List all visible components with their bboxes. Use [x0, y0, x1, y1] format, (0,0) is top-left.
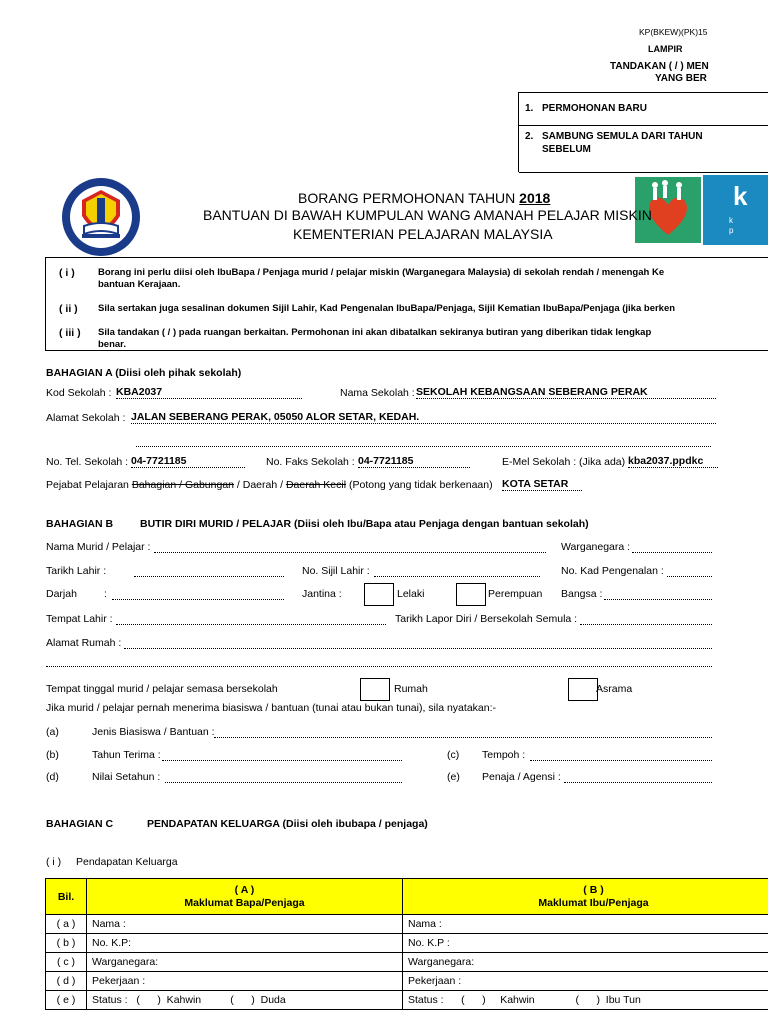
alamat-rumah-label: Alamat Rumah :	[46, 637, 122, 649]
table-header-a-bottom: Maklumat Bapa/Penjaga	[184, 896, 305, 909]
pejabat-prefix: Pejabat Pelajaran	[46, 479, 129, 491]
note-text: Borang ini perlu diisi oleh IbuBapa / Penjaga murid / pelajar miskin (Warganegara Malaysia) di sekolah rendah / menengah Ke	[98, 267, 665, 278]
father-pekerjaan-cell[interactable]: Pekerjaan :	[87, 972, 403, 991]
tel-sekolah-field[interactable]: 04-7721185	[131, 455, 245, 468]
pejabat-mid: / Daerah /	[236, 479, 284, 491]
note-text: Sila tandakan ( / ) pada ruangan berkaitan. Permohonan ini akan dibatalkan sekiranya butiran yang diberikan tidak lengkap	[98, 327, 652, 338]
option-label-renew-1: SAMBUNG SEMULA DARI TAHUN	[542, 131, 703, 142]
father-status-cell[interactable]: Status : ( ) Kahwin ( ) Duda	[87, 991, 403, 1010]
tahun-terima-label: Tahun Terima :	[92, 749, 161, 761]
faks-sekolah-field[interactable]: 04-7721185	[358, 455, 470, 468]
father-kp-cell[interactable]: No. K.P:	[87, 934, 403, 953]
nilai-setahun-field[interactable]	[165, 782, 402, 783]
svg-text:k: k	[729, 216, 733, 225]
kod-sekolah-field[interactable]: KBA2037	[116, 386, 302, 399]
nama-sekolah-field[interactable]: SEKOLAH KEBANGSAAN SEBERANG PERAK	[416, 386, 716, 399]
form-year: 2018	[519, 190, 551, 206]
form-title-line1	[298, 190, 550, 206]
table-row	[46, 972, 768, 991]
tarikh-lahir-label: Tarikh Lahir :	[46, 565, 107, 577]
sijil-lahir-label: No. Sijil Lahir :	[302, 565, 370, 577]
alamat-sekolah-label: Alamat Sekolah :	[46, 412, 126, 424]
tempoh-label: Tempoh :	[482, 749, 526, 761]
tandakan-line1: TANDAKAN ( / ) MEN	[610, 61, 709, 72]
instructions-box	[45, 257, 768, 351]
tempoh-field[interactable]	[530, 760, 712, 761]
nama-murid-field[interactable]	[154, 552, 546, 553]
table-header-bil: Bil.	[46, 879, 87, 915]
form-title-line2: BANTUAN DI BAWAH KUMPULAN WANG AMANAH PELAJAR MISKIN	[203, 207, 652, 223]
lelaki-label: Lelaki	[397, 588, 425, 600]
note-text: benar.	[98, 339, 126, 349]
mother-pekerjaan-cell[interactable]: Pekerjaan :	[403, 972, 768, 991]
note-num: ( i )	[59, 267, 75, 279]
sub-text: Pendapatan Keluarga	[76, 856, 178, 868]
alamat-sekolah-line2[interactable]	[136, 446, 711, 447]
penaja-field[interactable]	[564, 782, 712, 783]
mother-kp-cell[interactable]: No. K.P :	[403, 934, 768, 953]
note-text: bantuan Kerajaan.	[98, 279, 181, 290]
nama-murid-label: Nama Murid / Pelajar :	[46, 541, 151, 553]
pejabat-strike-daerah-kecil: Daerah Kecil	[285, 479, 347, 491]
alamat-rumah-line2[interactable]	[46, 666, 712, 667]
tel-sekolah-label: No. Tel. Sekolah :	[46, 456, 129, 468]
form-title-line3: KEMENTERIAN PELAJARAN MALAYSIA	[293, 226, 553, 242]
item-label: (b)	[46, 749, 59, 761]
kad-pengenalan-field[interactable]	[667, 576, 712, 577]
penaja-label: Penaja / Agensi :	[482, 771, 561, 783]
bangsa-field[interactable]	[604, 599, 712, 600]
father-nama-cell[interactable]: Nama :	[87, 915, 403, 934]
table-header-a-top: ( A )	[234, 883, 255, 896]
emel-sekolah-label: E-Mel Sekolah : (Jika ada)	[502, 456, 626, 468]
item-label: (c)	[447, 749, 460, 761]
section-c-heading: BAHAGIAN C	[46, 818, 114, 830]
tarikh-lahir-field[interactable]	[134, 576, 284, 577]
option-row-new[interactable]	[519, 92, 768, 126]
perempuan-label: Perempuan	[488, 588, 543, 600]
ministry-logo	[60, 176, 142, 258]
tempat-tinggal-label: Tempat tinggal murid / pelajar semasa bersekolah	[46, 683, 278, 695]
section-c-title: PENDAPATAN KELUARGA (Diisi oleh ibubapa / penjaga)	[147, 818, 428, 830]
row-bil: ( c )	[46, 953, 87, 972]
option-num: 1.	[525, 103, 534, 114]
nilai-setahun-label: Nilai Setahun :	[92, 771, 161, 783]
perempuan-checkbox[interactable]	[456, 583, 486, 606]
row-bil: ( a )	[46, 915, 87, 934]
svg-text:k: k	[733, 181, 748, 211]
pejabat-pelajaran-field[interactable]: KOTA SETAR	[502, 478, 582, 491]
alamat-sekolah-field[interactable]: JALAN SEBERANG PERAK, 05050 ALOR SETAR, KEDAH.	[131, 411, 716, 424]
jenis-biasiswa-label: Jenis Biasiswa / Bantuan :	[92, 726, 215, 738]
darjah-field[interactable]	[112, 599, 284, 600]
emel-sekolah-field[interactable]: kba2037.ppdkc	[628, 455, 718, 468]
form-code: KP(BKEW)(PK)15	[639, 27, 708, 37]
alamat-rumah-field[interactable]	[124, 648, 712, 649]
option-row-renew[interactable]	[519, 125, 768, 173]
asrama-label: Asrama	[596, 683, 633, 695]
option-label-renew-2: SEBELUM	[542, 144, 591, 155]
form-title-prefix: BORANG PERMOHONAN TAHUN	[298, 190, 516, 206]
option-label-new: PERMOHONAN BARU	[542, 103, 647, 114]
pejabat-pelajaran-label	[46, 479, 493, 491]
nama-sekolah-label: Nama Sekolah :	[340, 387, 415, 399]
lampiran-label: LAMPIR	[648, 44, 683, 54]
section-b-heading: BAHAGIAN B	[46, 518, 114, 530]
tandakan-line2: YANG BER	[655, 73, 707, 84]
table-row	[46, 915, 768, 934]
rumah-label: Rumah	[394, 683, 428, 695]
application-type-box	[518, 92, 768, 172]
table-row	[46, 991, 768, 1010]
tempat-lahir-field[interactable]	[116, 624, 386, 625]
item-label: (a)	[46, 726, 59, 738]
row-bil: ( e )	[46, 991, 87, 1010]
kod-sekolah-label: Kod Sekolah :	[46, 387, 112, 399]
row-bil: ( b )	[46, 934, 87, 953]
row-bil: ( d )	[46, 972, 87, 991]
note-num: ( iii )	[59, 327, 81, 339]
table-header-b-top: ( B )	[583, 883, 604, 896]
sijil-lahir-field[interactable]	[374, 576, 540, 577]
father-warganegara-cell[interactable]: Warganegara:	[87, 953, 403, 972]
table-row	[46, 953, 768, 972]
item-label: (d)	[46, 771, 59, 783]
faks-sekolah-label: No. Faks Sekolah :	[266, 456, 355, 468]
darjah-label: Darjah	[46, 588, 77, 600]
mother-status-cell[interactable]: Status : ( ) Kahwin ( ) Ibu Tun	[403, 991, 768, 1010]
section-a-heading: BAHAGIAN A (Diisi oleh pihak sekolah)	[46, 367, 242, 379]
jantina-label: Jantina :	[302, 588, 342, 600]
note-text: Sila sertakan juga sesalinan dokumen Sijil Lahir, Kad Pengenalan IbuBapa/Penjaga, Sijil Kematian IbuBapa/Penjaga (jika berken	[98, 303, 676, 314]
note-num: ( ii )	[59, 303, 78, 315]
svg-text:p: p	[729, 226, 734, 235]
biasiswa-instruction: Jika murid / pelajar pernah menerima biasiswa / bantuan (tunai atau bukan tunai), sila nyatakan:-	[46, 702, 496, 714]
sub-num: ( i )	[46, 856, 62, 868]
tarikh-lapor-field[interactable]	[580, 624, 712, 625]
table-header-mother	[403, 879, 768, 915]
pejabat-suffix: (Potong yang tidak berkenaan)	[349, 479, 493, 491]
mother-warganegara-cell[interactable]: Warganegara:	[403, 953, 768, 972]
option-num: 2.	[525, 131, 534, 142]
warganegara-label: Warganegara :	[561, 541, 631, 553]
item-label: (e)	[447, 771, 460, 783]
pejabat-strike-bahagian: Bahagian / Gabungan	[131, 479, 234, 491]
income-table	[45, 878, 768, 1010]
asrama-checkbox[interactable]	[568, 678, 598, 701]
lelaki-checkbox[interactable]	[364, 583, 394, 606]
jenis-biasiswa-field[interactable]	[214, 737, 712, 738]
section-b-title: BUTIR DIRI MURID / PELAJAR (Diisi oleh Ibu/Bapa atau Penjaga dengan bantuan sekolah)	[140, 518, 589, 530]
rumah-checkbox[interactable]	[360, 678, 390, 701]
warganegara-field[interactable]	[632, 552, 712, 553]
kwapm-logo	[633, 175, 768, 245]
table-header-b-bottom: Maklumat Ibu/Penjaga	[538, 896, 649, 909]
table-header-father	[87, 879, 403, 915]
tarikh-lapor-label: Tarikh Lapor Diri / Bersekolah Semula :	[395, 613, 578, 625]
darjah-colon: :	[104, 588, 107, 600]
mother-nama-cell[interactable]: Nama :	[403, 915, 768, 934]
tempat-lahir-label: Tempat Lahir :	[46, 613, 113, 625]
kad-pengenalan-label: No. Kad Pengenalan :	[561, 565, 664, 577]
tahun-terima-field[interactable]	[162, 760, 402, 761]
table-row	[46, 934, 768, 953]
bangsa-label: Bangsa :	[561, 588, 603, 600]
